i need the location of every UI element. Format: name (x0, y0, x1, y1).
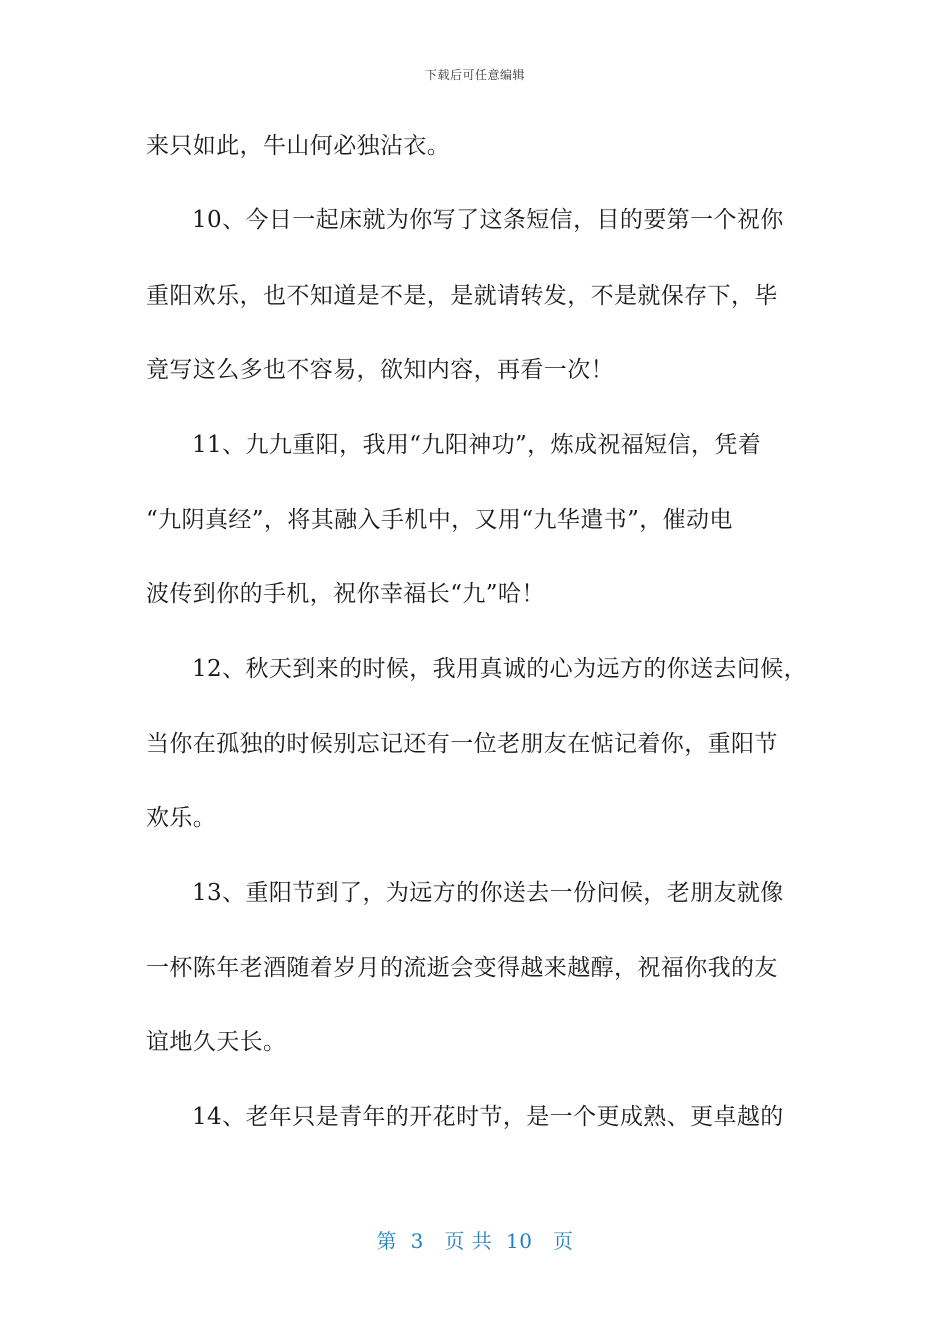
text-line: 竟写这么多也不容易，欲知内容，再看一次！ (146, 357, 614, 383)
text-line: 14、老年只是青年的开花时节，是一个更成熟、更卓越的 (192, 1104, 784, 1130)
text-line: 欢乐。 (146, 805, 217, 831)
text-line: 当你在孤独的时候别忘记还有一位老朋友在惦记着你，重阳节 (146, 731, 778, 757)
text-line: 波传到你的手机，祝你幸福长“九”哈！ (146, 581, 545, 607)
text-line: 一杯陈年老酒随着岁月的流逝会变得越来越醇，祝福你我的友 (146, 955, 778, 981)
page-header: 下载后可任意编辑 (424, 68, 525, 82)
text-line: 13、重阳节到了，为远方的你送去一份问候，老朋友就像 (192, 880, 784, 906)
page-number-footer: 第 3 页 共 10 页 (376, 1229, 574, 1253)
text-line: 谊地久天长。 (146, 1029, 287, 1055)
text-line: 来只如此，牛山何必独沾衣。 (146, 133, 451, 159)
text-line: 12、秋天到来的时候，我用真诚的心为远方的你送去问候， (192, 656, 808, 682)
text-line: 10、今日一起床就为你写了这条短信，目的要第一个祝你 (192, 207, 784, 233)
text-line: 11、九九重阳，我用“九阳神功”，炼成祝福短信，凭着 (192, 432, 762, 458)
text-line: “九阴真经”，将其融入手机中，又用“九华遣书”，催动电 (146, 507, 733, 533)
text-line: 重阳欢乐，也不知道是不是，是就请转发，不是就保存下，毕 (146, 283, 778, 309)
